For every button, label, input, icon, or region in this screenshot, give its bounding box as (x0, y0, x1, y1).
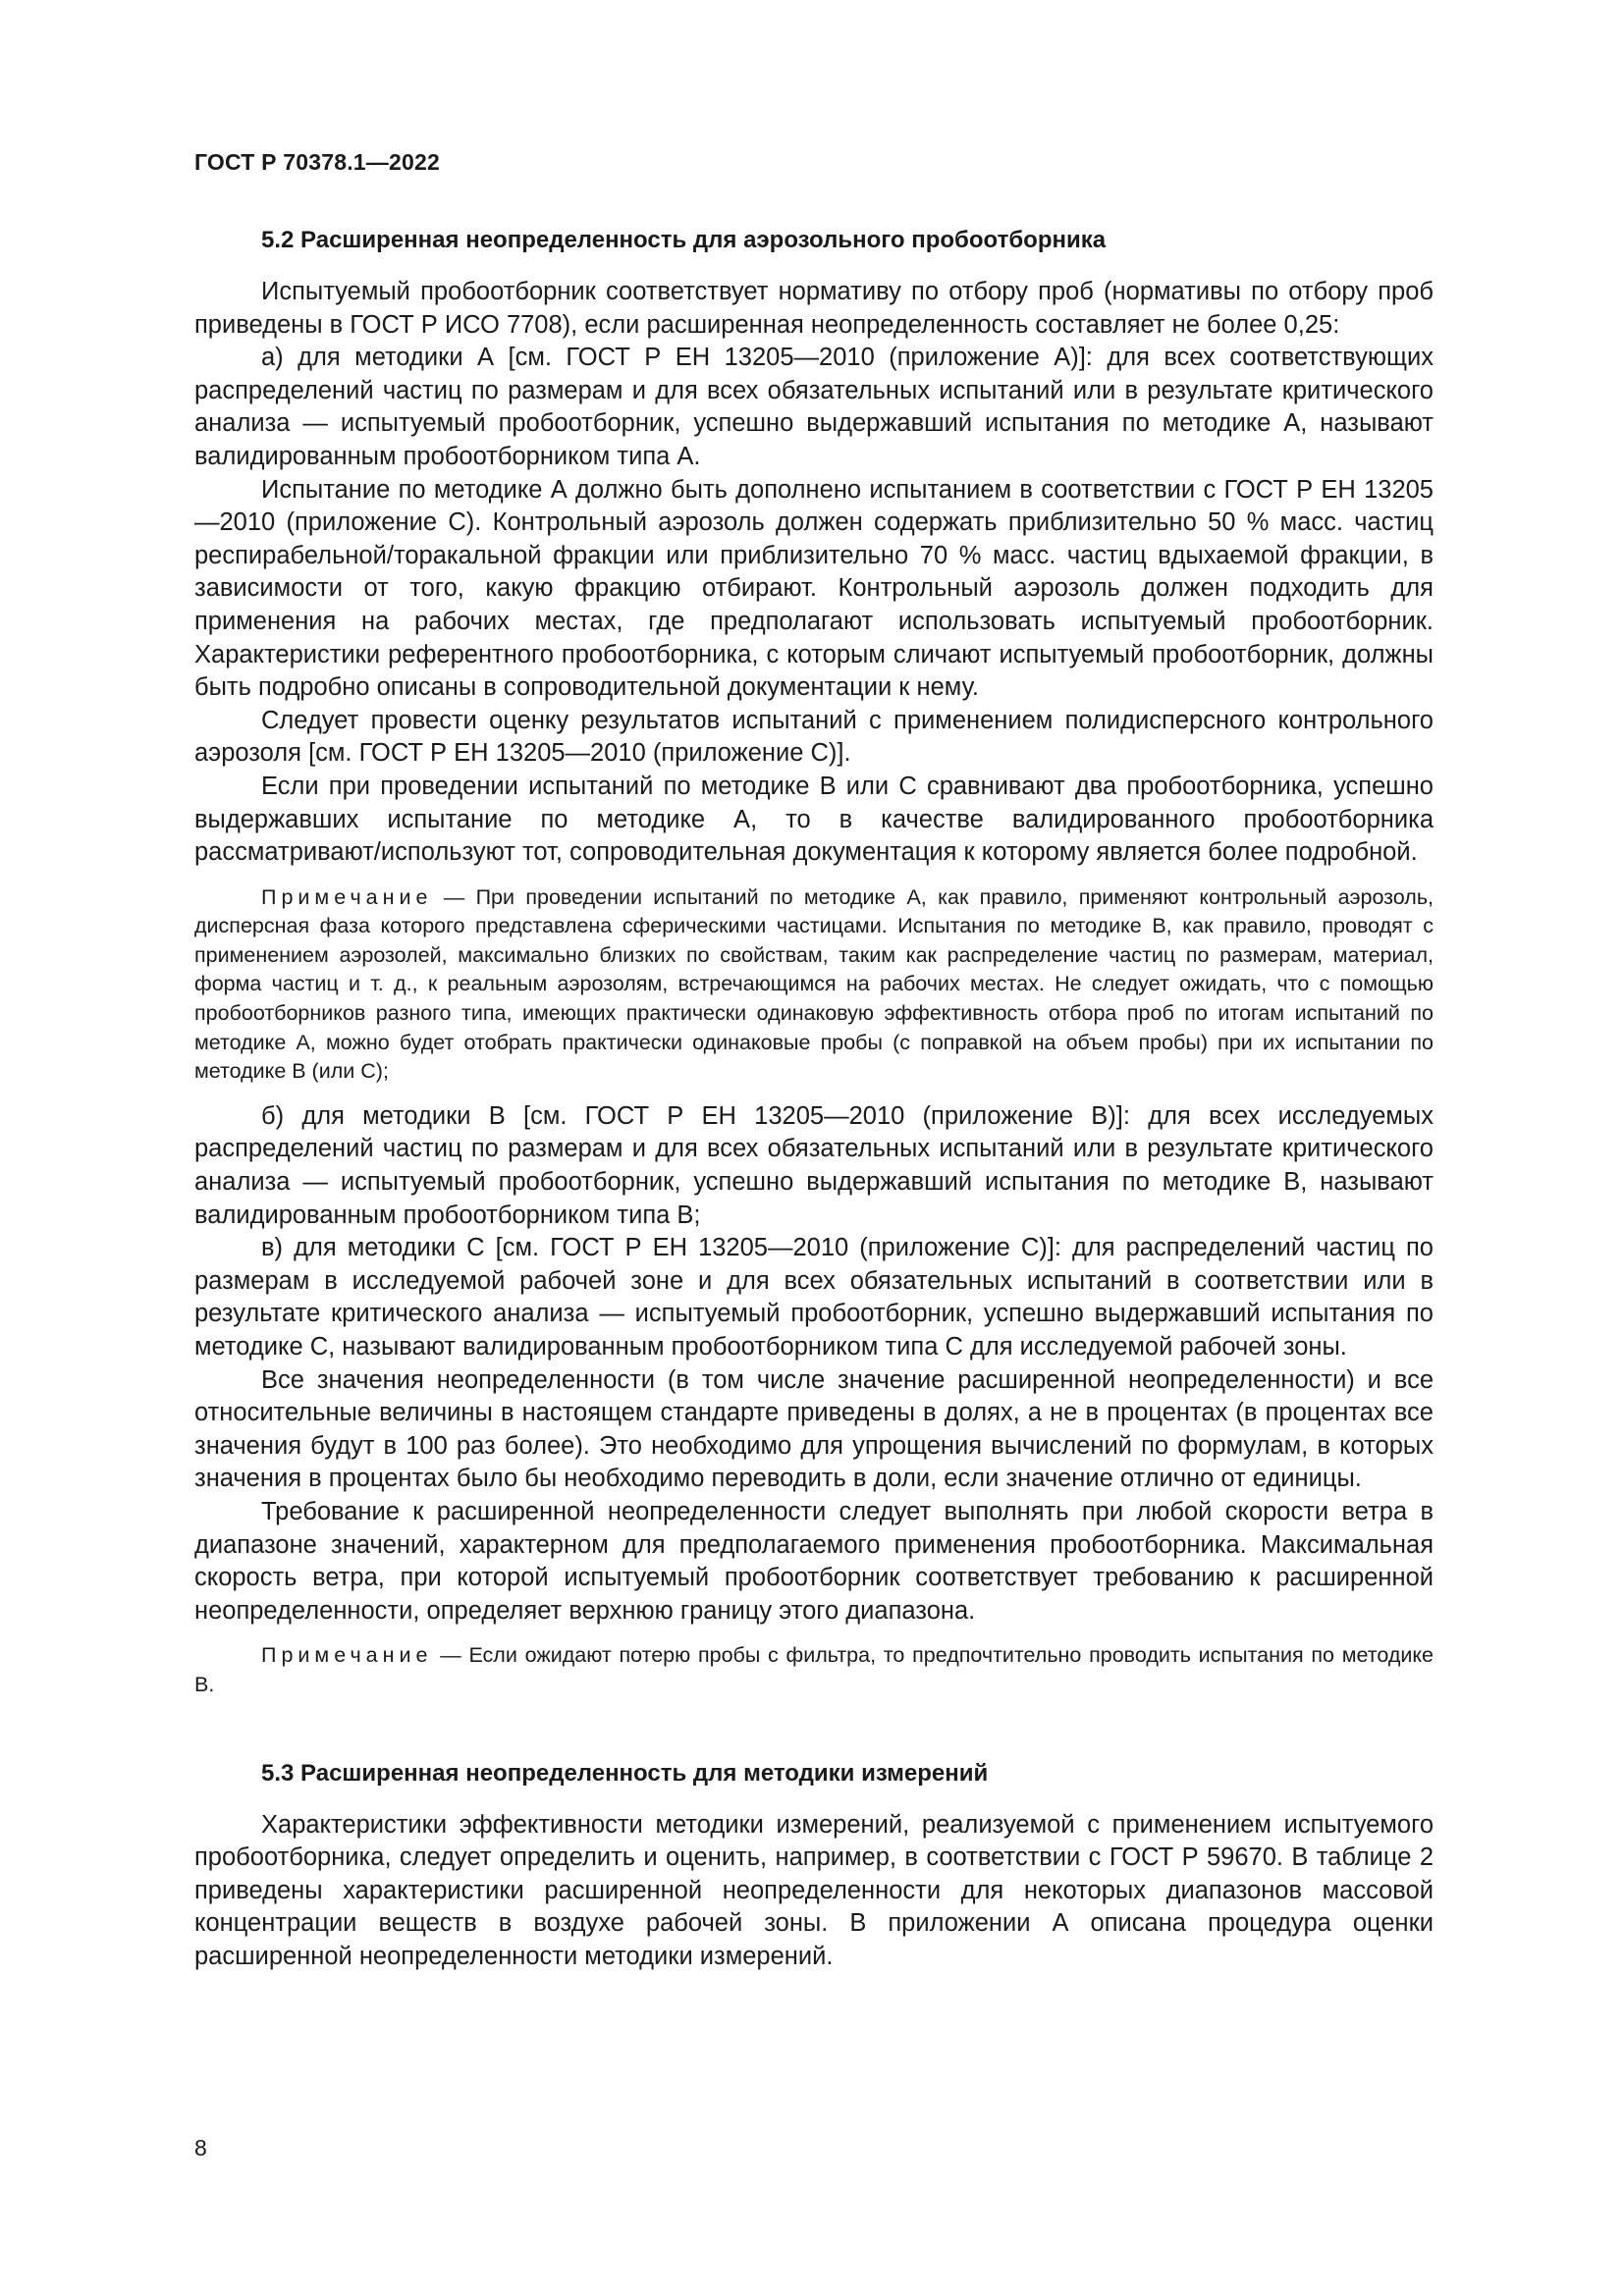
note (194, 883, 1434, 1087)
section-spacer (194, 1714, 1434, 1757)
document-body (194, 224, 1434, 1974)
paragraph: Все значения неопределенности (в том числе значение расширенной неопределенности) и все относительные величины в настоящем стандарте приведены в долях, а не в процентах (в процентах все значения будут в 100 раз более). Это необходимо для упрощения вычислений по формулам, в которых значения в процентах было бы необходимо переводить в доли, если значение отлично от единицы. (194, 1365, 1434, 1493)
paragraph: Требование к расширенной неопределенности следует выполнять при любой скорости ветра в диапазоне значений, характерном для предполагаемого применения пробоотборника. Максимальная скорость ветра, при которой испытуемый пробоотборник соответствует требованию к расширенной неопределенности, определяет верхнюю границу этого диапазона. (194, 1497, 1434, 1625)
list-item-v: в) для методики С [см. ГОСТ Р ЕН 13205—2010 (приложение С)]: для распределений частиц по размерам в исследуемой рабочей зоне и для всех обязательных испытаний в соответствии или в результате критического анализа — испытуемый пробоотборник, успешно выдержавший испытания по методике С, называют валидированным пробоотборником типа С для исследуемой рабочей зоны. (194, 1234, 1434, 1361)
paragraph: Следует провести оценку результатов испытаний с применением полидисперсного контрольного аэрозоля [см. ГОСТ Р ЕН 13205—2010 (приложение С)]. (194, 706, 1434, 768)
note-label: Примечание (261, 1643, 433, 1668)
list-item-a: а) для методики А [см. ГОСТ Р ЕН 13205—2010 (приложение А)]: для всех соответствующих распределений частиц по размерам и для всех обязательных испытаний или в результате критического анализа — испытуемый пробоотборник, успешно выдержавший испытания по методике А, называют валидированным пробоотборником типа А. (194, 344, 1434, 470)
list-item-b: б) для методики В [см. ГОСТ Р ЕН 13205—2010 (приложение В)]: для всех исследуемых распределений частиц по размерам и для всех обязательных испытаний или в результате критического анализа — испытуемый пробоотборник, успешно выдержавший испытания по методике В, называют валидированным пробоотборником типа В; (194, 1101, 1434, 1229)
page-number: 8 (194, 2135, 207, 2161)
paragraph: Характеристики эффективности методики измерений, реализуемой с применением испытуемого пробоотборника, следует определить и оценить, например, в соответствии с ГОСТ Р 59670. В таблице 2 приведены характеристики расширенной неопределенности для некоторых диапазонов массовой концентрации веществ в воздухе рабочей зоны. В приложении А описана процедура оценки расширенной неопределенности методики измерений. (194, 1810, 1434, 1970)
section-title-5-3: 5.3 Расширенная неопределенность для методики измерений (261, 1759, 989, 1787)
paragraph: Если при проведении испытаний по методике В или С сравнивают два пробоотборника, успешно выдержавших испытание по методике А, то в качестве валидированного пробоотборника рассматривают/используют тот, сопроводительная документация к которому является более подробной. (194, 772, 1434, 867)
document-header: ГОСТ Р 70378.1—2022 (194, 149, 440, 175)
note-text: — Если ожидают потерю пробы с фильтра, то предпочтительно проводить испытания по методике В. (194, 1643, 1434, 1696)
note (194, 1641, 1434, 1699)
note-label: Примечание (261, 884, 433, 909)
paragraph: Испытуемый пробоотборник соответствует нормативу по отбору проб (нормативы по отбору проб приведены в ГОСТ Р ИСО 7708), если расширенная неопределенность составляет не более 0,25: (194, 278, 1434, 339)
note-text: — При проведении испытаний по методике А, как правило, применяют контрольный аэрозоль, дисперсная фаза которого представлена сферическими частицами. Испытания по методике В, как правило, проводят с применением аэрозолей, максимально близких по свойствам, таким как распределение частиц по размерам, материал, форма частиц и т. д., к реальным аэрозолям, встречающимся на рабочих местах. Не следует ожидать, что с помощью пробоотборников разного типа, имеющих практически одинаковую эффективность отбора проб по итогам испытаний по методике А, можно будет отобрать практически одинаковые пробы (с поправкой на объем пробы) при их испытании по методике В (или С); (194, 884, 1434, 1084)
paragraph: Испытание по методике А должно быть дополнено испытанием в соответствии с ГОСТ Р ЕН 13205—2010 (приложение С). Контрольный аэрозоль должен содержать приблизительно 50 % масс. частиц респирабельной/торакальной фракции или приблизительно 70 % масс. частиц вдыхаемой фракции, в зависимости от того, какую фракцию отбирают. Контрольный аэрозоль должен подходить для применения на рабочих местах, где предполагают использовать испытуемый пробоотборник. Характеристики референтного пробоотборника, с которым сличают испытуемый пробоотборник, должны быть подробно описаны в сопроводительной документации к нему. (194, 475, 1434, 702)
section-title-5-2: 5.2 Расширенная неопределенность для аэрозольного пробоотборника (261, 227, 1107, 253)
